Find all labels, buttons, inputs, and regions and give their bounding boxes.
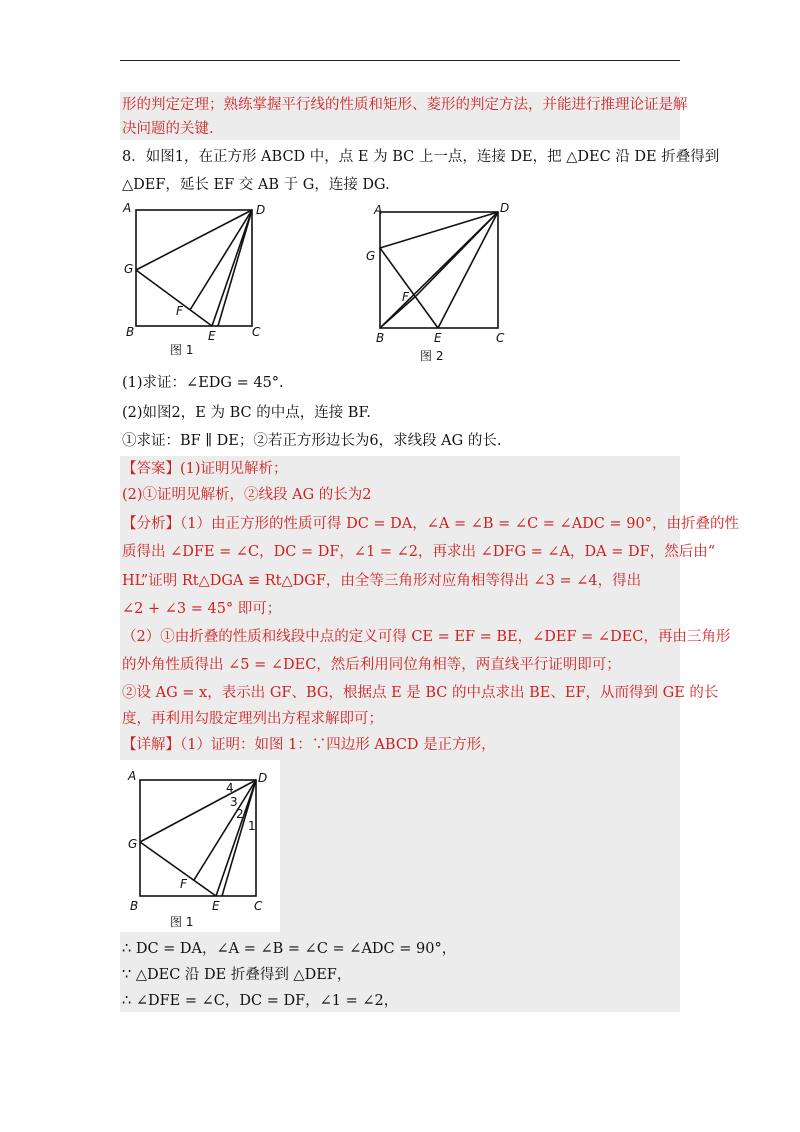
fig2-label-d: D — [500, 201, 510, 215]
intro-line-1: 形的判定定理；熟练掌握平行线的性质和矩形、菱形的判定方法，并能进行推理论证是解 — [122, 97, 688, 113]
analysis-line-2: 质得出 ∠DFE = ∠C，DC = DF，∠1 = ∠2，再求出 ∠DFG = ∠A，DA = DF，然后由“ — [122, 544, 716, 560]
fig2-label-g: G — [366, 249, 376, 263]
problem-line-1: 8．如图1，在正方形 ABCD 中，点 E 为 BC 上一点，连接 DE，把 △DEC 沿 DE 折叠得到 — [122, 149, 720, 165]
fig2-label-a: A — [374, 203, 383, 217]
fig1-label-b: B — [126, 325, 135, 339]
fig1-label-d: D — [256, 203, 266, 217]
fig3-label-a: A — [128, 769, 137, 783]
fig1-label-g: G — [124, 262, 134, 276]
proof-line-1: ∴ DC = DA，∠A = ∠B = ∠C = ∠ADC = 90°， — [122, 941, 457, 957]
problem-line-2: △DEF，延长 EF 交 AB 于 G，连接 DG. — [122, 177, 390, 193]
fig2-label-c: C — [496, 331, 505, 345]
fig3-angle-2: 2 — [236, 807, 244, 821]
fig1-label-f: F — [176, 304, 183, 318]
figure-2 — [362, 198, 532, 368]
figure-3 — [120, 760, 280, 932]
question-1: (1)求证：∠EDG = 45°. — [122, 375, 284, 391]
fig3-label-c: C — [254, 899, 263, 913]
analysis-line-8: 度，再利用勾股定理列出方程求解即可； — [122, 711, 383, 727]
analysis-line-5: （2）①由折叠的性质和线段中点的定义可得 CE = EF = BE，∠DEF = ∠DEC，再由三角形 — [122, 629, 731, 645]
fig1-label-e: E — [208, 329, 216, 343]
fig2-label-e: E — [434, 331, 442, 345]
proof-line-2: ∵ △DEC 沿 DE 折叠得到 △DEF， — [122, 967, 352, 983]
fig3-label-d: D — [258, 771, 268, 785]
answer-line-2: (2)①证明见解析，②线段 AG 的长为2 — [122, 487, 372, 503]
fig3-label-e: E — [212, 899, 220, 913]
analysis-line-4: ∠2 + ∠3 = 45° 即可； — [122, 601, 282, 617]
figure-1 — [120, 198, 280, 358]
fig2-label-f: F — [402, 290, 409, 304]
fig3-angle-4: 4 — [226, 781, 234, 795]
fig3-caption: 图 1 — [170, 915, 194, 929]
fig1-label-a: A — [123, 201, 132, 215]
question-2-parts: ①求证：BF ∥ DE；②若正方形边长为6，求线段 AG 的长. — [122, 433, 502, 449]
proof-line-3: ∴ ∠DFE = ∠C，DC = DF，∠1 = ∠2， — [122, 993, 399, 1009]
answer-line-1: 【答案】(1)证明见解析； — [122, 461, 288, 477]
analysis-line-3: HL”证明 Rt△DGA ≌ Rt△DGF，由全等三角形对应角相等得出 ∠3 = ∠4，得出 — [122, 573, 642, 589]
analysis-line-7: ②设 AG = x，表示出 GF、BG，根据点 E 是 BC 的中点求出 BE、EF，从而得到 GE 的长 — [122, 685, 719, 701]
analysis-line-6: 的外角性质得出 ∠5 = ∠DEC，然后利用同位角相等，两直线平行证明即可； — [122, 657, 621, 673]
fig2-label-b: B — [376, 331, 385, 345]
header-rule — [120, 60, 680, 61]
fig3-angle-1: 1 — [248, 819, 256, 833]
fig1-caption: 图 1 — [170, 343, 194, 357]
detail-line-1: 【详解】（1）证明：如图 1：∵四边形 ABCD 是正方形， — [122, 737, 496, 753]
analysis-line-1: 【分析】（1）由正方形的性质可得 DC = DA，∠A = ∠B = ∠C = ∠ADC = 90°，由折叠的性 — [122, 516, 739, 532]
fig3-label-b: B — [130, 899, 139, 913]
fig1-label-c: C — [252, 325, 261, 339]
fig3-label-g: G — [128, 837, 138, 851]
question-2: (2)如图2，E 为 BC 的中点，连接 BF. — [122, 405, 371, 421]
fig2-caption: 图 2 — [420, 349, 444, 363]
intro-line-2: 决问题的关键. — [122, 121, 214, 137]
fig3-label-f: F — [180, 877, 187, 891]
fig3-angle-3: 3 — [230, 795, 238, 809]
